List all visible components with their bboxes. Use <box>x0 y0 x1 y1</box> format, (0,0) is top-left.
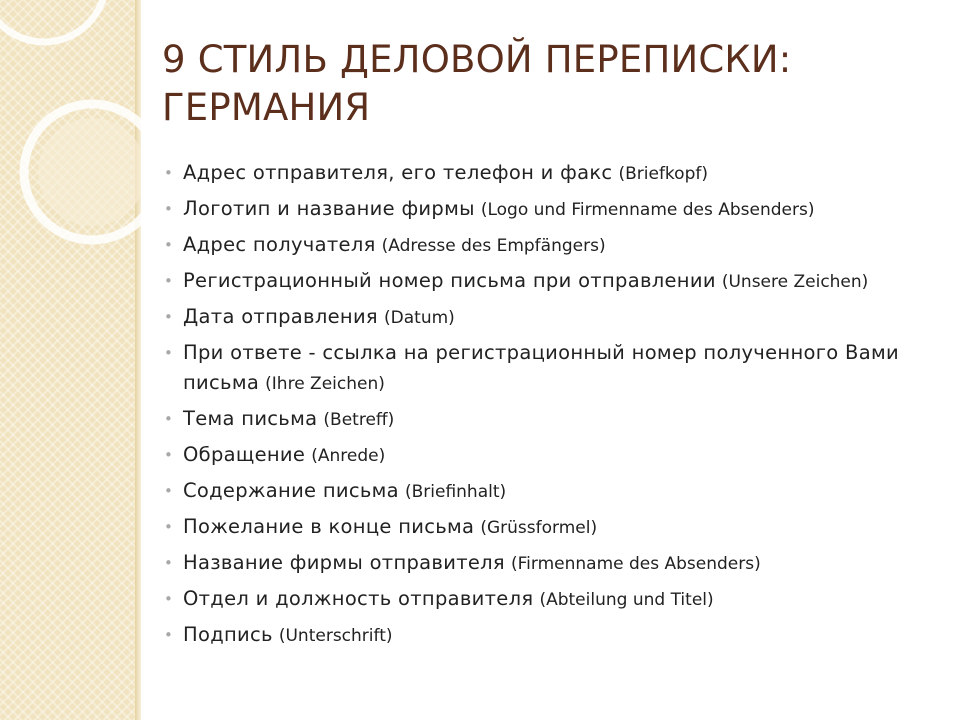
bullet-dot-icon: • <box>164 164 173 182</box>
bullet-dot-icon: • <box>164 518 173 536</box>
bullet-dot-icon: • <box>164 200 173 218</box>
item-german-text: (Ihre Zeichen) <box>265 374 385 394</box>
item-russian-text: Адрес получателя <box>183 233 376 256</box>
list-item <box>160 548 940 579</box>
item-russian-text: Логотип и название фирмы <box>183 197 475 220</box>
bullet-dot-icon: • <box>164 272 173 290</box>
item-german-text: (Briefinhalt) <box>404 482 507 502</box>
list-item <box>160 620 940 651</box>
bullet-dot-icon: • <box>164 590 173 608</box>
list-item <box>160 584 940 615</box>
item-german-text: (Grüssformel) <box>480 518 598 538</box>
list-item <box>160 338 940 399</box>
bullet-dot-icon: • <box>164 554 173 572</box>
list-item <box>160 230 940 261</box>
bullet-dot-icon: • <box>164 446 173 464</box>
list-item <box>160 266 940 297</box>
item-russian-text: Дата отправления <box>183 305 378 328</box>
item-russian-text: Регистрационный номер письма при отправлении <box>183 269 716 292</box>
item-german-text: (Firmenname des Absenders) <box>511 554 761 574</box>
item-russian-text: Подпись <box>183 623 273 646</box>
item-german-text: (Adresse des Empfängers) <box>381 236 606 256</box>
item-russian-text: Обращение <box>183 443 306 466</box>
bullet-dot-icon: • <box>164 410 173 428</box>
list-item <box>160 158 940 189</box>
bullet-dot-icon: • <box>164 482 173 500</box>
slide-title: 9 СТИЛЬ ДЕЛОВОЙ ПЕРЕПИСКИ: ГЕРМАНИЯ <box>162 38 792 129</box>
item-russian-text: Тема письма <box>183 407 318 430</box>
bullet-list <box>160 158 940 656</box>
list-item <box>160 512 940 543</box>
bullet-dot-icon: • <box>164 344 173 362</box>
bullet-dot-icon: • <box>164 308 173 326</box>
list-item <box>160 194 940 225</box>
item-russian-text: Отдел и должность отправителя <box>183 587 534 610</box>
item-german-text: (Briefkopf) <box>618 164 708 184</box>
item-german-text: (Betreff) <box>323 410 395 430</box>
item-russian-text: При ответе - ссылка на регистрационный номер полученного Вами письма <box>183 341 899 394</box>
list-item <box>160 404 940 435</box>
item-russian-text: Содержание письма <box>183 479 399 502</box>
list-item <box>160 302 940 333</box>
item-german-text: (Datum) <box>384 308 455 328</box>
list-item <box>160 476 940 507</box>
item-german-text: (Unterschrift) <box>278 626 393 646</box>
list-item <box>160 440 940 471</box>
decorative-rings-icon <box>0 0 141 260</box>
bullet-dot-icon: • <box>164 626 173 644</box>
bullet-dot-icon: • <box>164 236 173 254</box>
item-german-text: (Abteilung und Titel) <box>539 590 714 610</box>
item-russian-text: Название фирмы отправителя <box>183 551 505 574</box>
item-german-text: (Unsere Zeichen) <box>721 272 869 292</box>
item-russian-text: Пожелание в конце письма <box>183 515 475 538</box>
item-russian-text: Адрес отправителя, его телефон и факс <box>183 161 613 184</box>
item-german-text: (Anrede) <box>311 446 386 466</box>
item-german-text: (Logo und Firmenname des Absenders) <box>480 200 815 220</box>
